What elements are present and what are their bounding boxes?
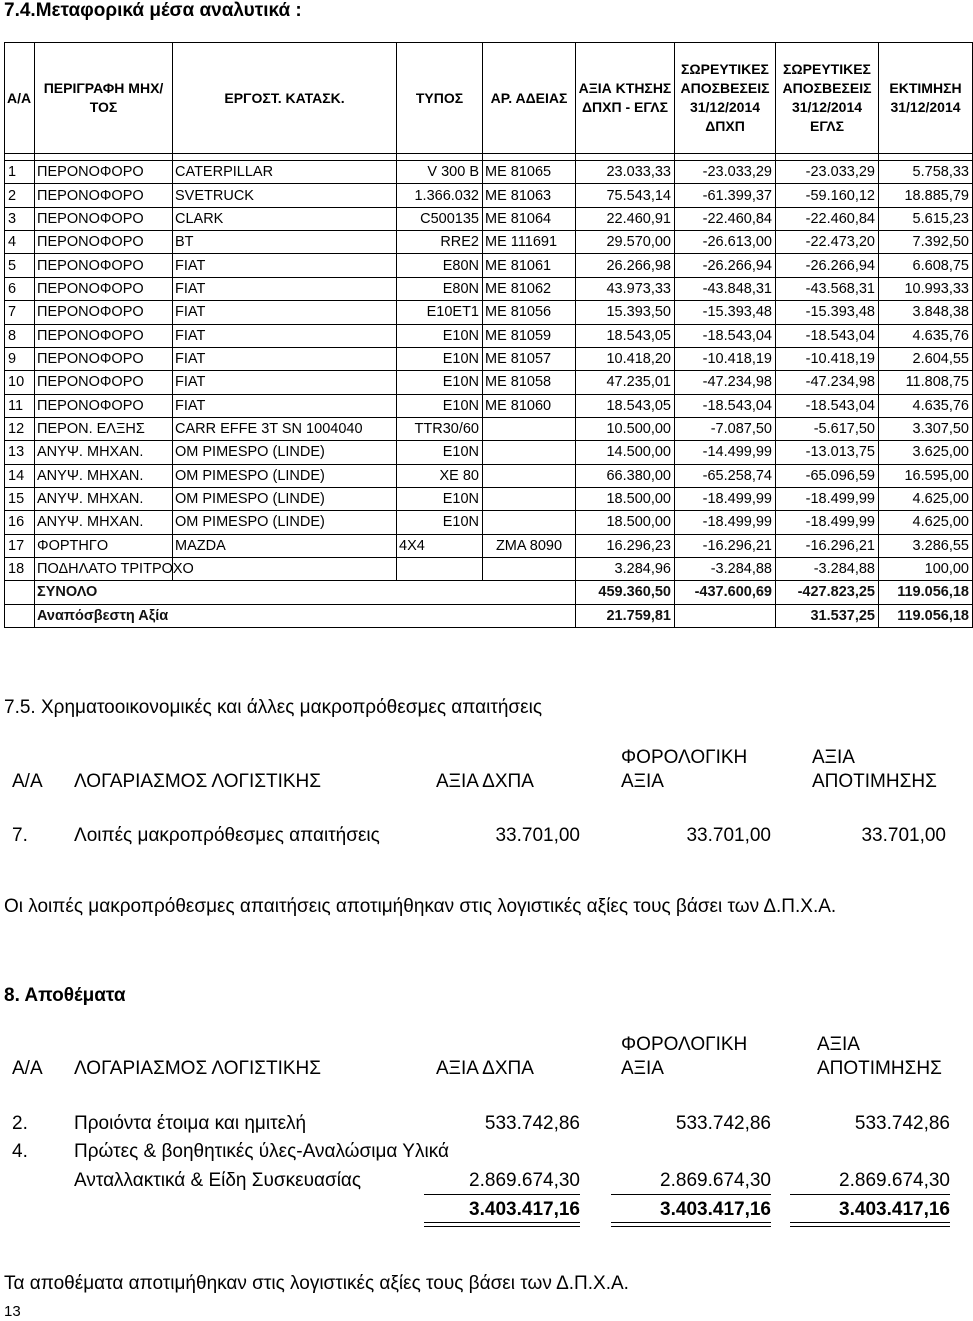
table-cell: ME 81060 bbox=[483, 394, 576, 417]
table-cell: 5.615,23 bbox=[879, 207, 973, 230]
table-cell: V 300 B bbox=[397, 161, 483, 184]
table-cell: 2.604,55 bbox=[879, 347, 973, 370]
vehicles-header-col-4: ΑΡ. ΑΔΕΙΑΣ bbox=[483, 43, 576, 154]
vehicles-header-gap bbox=[5, 154, 973, 161]
table-cell: ΠΟΔΗΛΑΤΟ ΤΡΙΤΡΟΧΟ bbox=[35, 557, 173, 580]
table-cell: ΠΕΡΟΝΟΦΟΡΟ bbox=[35, 254, 173, 277]
table-cell: ΑΝΥΨ. ΜΗΧΑΝ. bbox=[35, 487, 173, 510]
s8-header-value: ΑΞΙΑ ΔΧΠΑ bbox=[436, 1058, 534, 1079]
table-cell: 16.296,23 bbox=[576, 534, 675, 557]
table-cell: -14.499,99 bbox=[675, 441, 776, 464]
table-cell: ME 81058 bbox=[483, 371, 576, 394]
table-row bbox=[5, 161, 973, 184]
table-cell: -18.543,04 bbox=[776, 324, 879, 347]
table-cell: 5.758,33 bbox=[879, 161, 973, 184]
table-cell: 11 bbox=[5, 394, 35, 417]
s8-total-double-line-2 bbox=[611, 1222, 771, 1227]
page-number: 13 bbox=[4, 1303, 21, 1320]
table-cell: C500135 bbox=[397, 207, 483, 230]
vehicles-header-col-1: ΠΕΡΙΓΡΑΦΗ ΜΗΧ/ΤΟΣ bbox=[35, 43, 173, 154]
table-cell: -43.848,31 bbox=[675, 277, 776, 300]
table-cell: Αναπόσβεστη Αξία bbox=[35, 604, 576, 627]
table-cell: BT bbox=[173, 231, 397, 254]
table-cell: 66.380,00 bbox=[576, 464, 675, 487]
table-cell: 4.625,00 bbox=[879, 487, 973, 510]
table-cell: -43.568,31 bbox=[776, 277, 879, 300]
table-cell: ΦΟΡΤΗΓΟ bbox=[35, 534, 173, 557]
vehicles-table-body bbox=[5, 154, 973, 628]
s8-row2-value-dxpa: 533.742,86 bbox=[484, 1113, 580, 1134]
table-cell bbox=[483, 511, 576, 534]
gap-cell bbox=[776, 154, 879, 161]
section-7-5-title: 7.5. Χρηματοοικονομικές και άλλες μακροπρόθεσμες απαιτήσεις bbox=[4, 697, 542, 718]
s75-header-valuation-2: ΑΠΟΤΙΜΗΣΗΣ bbox=[812, 771, 937, 792]
table-cell: -10.418,19 bbox=[675, 347, 776, 370]
section-8-title: 8. Αποθέματα bbox=[4, 985, 126, 1006]
table-cell: -18.499,99 bbox=[675, 487, 776, 510]
table-row bbox=[5, 324, 973, 347]
s75-header-tax-2: ΑΞΙΑ bbox=[621, 771, 664, 792]
table-cell: -437.600,69 bbox=[675, 581, 776, 604]
table-cell: 14 bbox=[5, 464, 35, 487]
table-cell: FIAT bbox=[173, 301, 397, 324]
s75-row-value-valuation: 33.701,00 bbox=[861, 825, 946, 846]
s8-row2-code: 2. bbox=[12, 1113, 28, 1134]
table-cell: ΠΕΡΟΝΟΦΟΡΟ bbox=[35, 301, 173, 324]
s8-subtotal-line-3 bbox=[790, 1194, 950, 1195]
table-cell: 3.848,38 bbox=[879, 301, 973, 324]
table-cell: FIAT bbox=[173, 371, 397, 394]
table-cell bbox=[173, 557, 397, 580]
table-cell: ΠΕΡΟΝΟΦΟΡΟ bbox=[35, 184, 173, 207]
vehicles-table-header bbox=[5, 43, 973, 154]
table-cell bbox=[5, 581, 35, 604]
table-cell: -65.258,74 bbox=[675, 464, 776, 487]
table-cell: 119.056,18 bbox=[879, 581, 973, 604]
s8-row4-label-2: Ανταλλακτικά & Είδη Συσκευασίας bbox=[74, 1170, 362, 1191]
table-cell: ΠΕΡΟΝΟΦΟΡΟ bbox=[35, 207, 173, 230]
table-cell: ΠΕΡΟΝΟΦΟΡΟ bbox=[35, 231, 173, 254]
table-cell: OM PIMESPO (LINDE) bbox=[173, 487, 397, 510]
s75-row-label: Λοιπές μακροπρόθεσμες απαιτήσεις bbox=[74, 825, 380, 846]
table-cell bbox=[483, 417, 576, 440]
table-cell: 16 bbox=[5, 511, 35, 534]
table-row bbox=[5, 417, 973, 440]
gap-cell bbox=[879, 154, 973, 161]
gap-cell bbox=[173, 154, 397, 161]
s8-header-tax-1: ΦΟΡΟΛΟΓΙΚΗ bbox=[621, 1034, 748, 1055]
table-cell: 2 bbox=[5, 184, 35, 207]
s75-row-code: 7. bbox=[12, 825, 28, 846]
table-cell: ZMA 8090 bbox=[483, 534, 576, 557]
vehicles-header-col-3: ΤΥΠΟΣ bbox=[397, 43, 483, 154]
table-cell: 18 bbox=[5, 557, 35, 580]
table-cell: 22.460,91 bbox=[576, 207, 675, 230]
table-cell: ΠΕΡΟΝΟΦΟΡΟ bbox=[35, 277, 173, 300]
table-cell: 16.595,00 bbox=[879, 464, 973, 487]
table-cell: -427.823,25 bbox=[776, 581, 879, 604]
vehicles-header-col-5: ΑΞΙΑ ΚΤΗΣΗΣ ΔΠΧΠ - ΕΓΛΣ bbox=[576, 43, 675, 154]
table-cell: OM PIMESPO (LINDE) bbox=[173, 464, 397, 487]
table-cell: ΠΕΡΟΝΟΦΟΡΟ bbox=[35, 324, 173, 347]
table-cell: 14.500,00 bbox=[576, 441, 675, 464]
table-cell bbox=[483, 441, 576, 464]
table-cell: 4.635,76 bbox=[879, 324, 973, 347]
table-cell: 18.500,00 bbox=[576, 487, 675, 510]
table-cell: -47.234,98 bbox=[675, 371, 776, 394]
table-cell: 3.284,96 bbox=[576, 557, 675, 580]
table-cell: 1 bbox=[5, 161, 35, 184]
table-cell: 21.759,81 bbox=[576, 604, 675, 627]
gap-cell bbox=[5, 154, 35, 161]
table-cell: ME 81063 bbox=[483, 184, 576, 207]
table-cell: -22.460,84 bbox=[776, 207, 879, 230]
gap-cell bbox=[576, 154, 675, 161]
s8-row2-label: Προιόντα έτοιμα και ημιτελή bbox=[74, 1113, 307, 1134]
table-cell: -3.284,88 bbox=[776, 557, 879, 580]
table-cell: 100,00 bbox=[879, 557, 973, 580]
table-cell: -18.499,99 bbox=[776, 487, 879, 510]
table-cell: ME 111691 bbox=[483, 231, 576, 254]
gap-cell bbox=[397, 154, 483, 161]
table-cell bbox=[5, 604, 35, 627]
table-cell: 1.366.032 bbox=[397, 184, 483, 207]
table-cell: -18.543,04 bbox=[675, 394, 776, 417]
s8-total-value-dxpa: 3.403.417,16 bbox=[469, 1199, 580, 1220]
table-cell: E80N bbox=[397, 254, 483, 277]
table-cell: 47.235,01 bbox=[576, 371, 675, 394]
s8-subtotal-line-1 bbox=[424, 1194, 580, 1195]
table-cell: 18.543,05 bbox=[576, 324, 675, 347]
table-row bbox=[5, 534, 973, 557]
table-cell: 3.286,55 bbox=[879, 534, 973, 557]
table-cell: 4.635,76 bbox=[879, 394, 973, 417]
table-cell: CARR EFFE 3T SN 1004040 bbox=[173, 417, 397, 440]
table-cell: 10.993,33 bbox=[879, 277, 973, 300]
table-row bbox=[5, 347, 973, 370]
table-cell: 5 bbox=[5, 254, 35, 277]
s8-row2-value-tax: 533.742,86 bbox=[675, 1113, 771, 1134]
s8-row4-value-tax: 2.869.674,30 bbox=[660, 1170, 771, 1191]
table-row bbox=[5, 557, 973, 580]
table-cell: 31.537,25 bbox=[776, 604, 879, 627]
table-cell: 9 bbox=[5, 347, 35, 370]
table-cell: E10N bbox=[397, 371, 483, 394]
table-cell: 75.543,14 bbox=[576, 184, 675, 207]
s8-row4-label: Πρώτες & βοηθητικές ύλες-Αναλώσιμα Υλικά bbox=[74, 1141, 449, 1162]
table-cell: E80N bbox=[397, 277, 483, 300]
vehicles-total-row bbox=[5, 581, 973, 604]
table-cell: 4 bbox=[5, 231, 35, 254]
s75-note: Οι λοιπές μακροπρόθεσμες απαιτήσεις αποτιμήθηκαν στις λογιστικές αξίες τους βάσει των Δ.Π.Χ.Α. bbox=[4, 896, 837, 917]
table-row bbox=[5, 394, 973, 417]
table-cell: 3.307,50 bbox=[879, 417, 973, 440]
vehicles-table bbox=[4, 42, 973, 628]
table-row bbox=[5, 464, 973, 487]
section-7-4-title: 7.4.Μεταφορικά μέσα αναλυτικά : bbox=[4, 0, 302, 21]
table-row bbox=[5, 441, 973, 464]
table-cell: ΠΕΡΟΝΟΦΟΡΟ bbox=[35, 347, 173, 370]
table-cell: -18.543,04 bbox=[776, 394, 879, 417]
s8-total-double-line-3 bbox=[790, 1222, 950, 1227]
table-cell: ΠΕΡΟΝ. ΕΛΞΗΣ bbox=[35, 417, 173, 440]
table-cell: XE 80 bbox=[397, 464, 483, 487]
vehicles-header-col-8: ΕΚΤΙΜΗΣΗ 31/12/2014 bbox=[879, 43, 973, 154]
s8-header-account: ΛΟΓΑΡΙΑΣΜΟΣ ΛΟΓΙΣΤΙΚΗΣ bbox=[74, 1058, 321, 1079]
table-cell: 119.056,18 bbox=[879, 604, 973, 627]
table-cell: E10N bbox=[397, 347, 483, 370]
gap-cell bbox=[675, 154, 776, 161]
table-cell: ΠΕΡΟΝΟΦΟΡΟ bbox=[35, 394, 173, 417]
table-cell: 7.392,50 bbox=[879, 231, 973, 254]
table-cell: 23.033,33 bbox=[576, 161, 675, 184]
table-row bbox=[5, 184, 973, 207]
table-cell: TTR30/60 bbox=[397, 417, 483, 440]
table-cell: -13.013,75 bbox=[776, 441, 879, 464]
table-cell: -47.234,98 bbox=[776, 371, 879, 394]
table-cell: ME 81056 bbox=[483, 301, 576, 324]
table-cell: 13 bbox=[5, 441, 35, 464]
table-cell: -18.499,99 bbox=[675, 511, 776, 534]
table-cell: -15.393,48 bbox=[675, 301, 776, 324]
gap-cell bbox=[483, 154, 576, 161]
table-cell: ΑΝΥΨ. ΜΗΧΑΝ. bbox=[35, 511, 173, 534]
table-cell: 459.360,50 bbox=[576, 581, 675, 604]
table-cell: ME 81065 bbox=[483, 161, 576, 184]
table-cell: 17 bbox=[5, 534, 35, 557]
table-cell: -23.033,29 bbox=[776, 161, 879, 184]
vehicles-header-col-7: ΣΩΡΕΥΤΙΚΕΣ ΑΠΟΣΒΕΣΕΙΣ 31/12/2014 ΕΓΛΣ bbox=[776, 43, 879, 154]
table-cell: E10ET1 bbox=[397, 301, 483, 324]
table-cell: 4.625,00 bbox=[879, 511, 973, 534]
s8-subtotal-line-2 bbox=[611, 1194, 771, 1195]
table-cell: -22.473,20 bbox=[776, 231, 879, 254]
vehicles-header-col-0: Α/Α bbox=[5, 43, 35, 154]
table-cell: 11.808,75 bbox=[879, 371, 973, 394]
s8-total-value-tax: 3.403.417,16 bbox=[660, 1199, 771, 1220]
table-cell: CLARK bbox=[173, 207, 397, 230]
table-cell: -26.266,94 bbox=[675, 254, 776, 277]
table-cell: 29.570,00 bbox=[576, 231, 675, 254]
table-cell: 10 bbox=[5, 371, 35, 394]
table-cell: -65.096,59 bbox=[776, 464, 879, 487]
table-cell: ΑΝΥΨ. ΜΗΧΑΝ. bbox=[35, 441, 173, 464]
table-cell: -15.393,48 bbox=[776, 301, 879, 324]
s8-row4-code: 4. bbox=[12, 1141, 28, 1162]
table-cell: OM PIMESPO (LINDE) bbox=[173, 441, 397, 464]
s75-header-account: ΛΟΓΑΡΙΑΣΜΟΣ ΛΟΓΙΣΤΙΚΗΣ bbox=[74, 771, 321, 792]
table-cell: -7.087,50 bbox=[675, 417, 776, 440]
table-cell: ΑΝΥΨ. ΜΗΧΑΝ. bbox=[35, 464, 173, 487]
s75-header-tax-1: ΦΟΡΟΛΟΓΙΚΗ bbox=[621, 747, 748, 768]
s8-header-aa: Α/Α bbox=[12, 1058, 43, 1079]
table-cell: -23.033,29 bbox=[675, 161, 776, 184]
s75-header-aa: Α/Α bbox=[12, 771, 43, 792]
table-cell: -59.160,12 bbox=[776, 184, 879, 207]
s8-header-tax-2: ΑΞΙΑ bbox=[621, 1058, 664, 1079]
table-cell: FIAT bbox=[173, 254, 397, 277]
table-cell bbox=[483, 464, 576, 487]
table-cell: 18.500,00 bbox=[576, 511, 675, 534]
table-row bbox=[5, 277, 973, 300]
table-cell: ΠΕΡΟΝΟΦΟΡΟ bbox=[35, 371, 173, 394]
table-cell: 7 bbox=[5, 301, 35, 324]
table-cell: -26.266,94 bbox=[776, 254, 879, 277]
table-cell: 18.543,05 bbox=[576, 394, 675, 417]
table-cell: SVETRUCK bbox=[173, 184, 397, 207]
s8-total-double-line-1 bbox=[424, 1222, 580, 1227]
table-row bbox=[5, 207, 973, 230]
table-cell: ΣΥΝΟΛΟ bbox=[35, 581, 576, 604]
table-cell: MAZDA bbox=[173, 534, 397, 557]
table-row bbox=[5, 301, 973, 324]
table-cell: E10N bbox=[397, 511, 483, 534]
table-cell: OM PIMESPO (LINDE) bbox=[173, 511, 397, 534]
s75-row-value-dxpa: 33.701,00 bbox=[495, 825, 580, 846]
table-cell: 10.500,00 bbox=[576, 417, 675, 440]
table-cell: 10.418,20 bbox=[576, 347, 675, 370]
table-cell: E10N bbox=[397, 394, 483, 417]
s8-row4-value-valuation: 2.869.674,30 bbox=[839, 1170, 950, 1191]
table-cell: 43.973,33 bbox=[576, 277, 675, 300]
table-cell bbox=[397, 557, 483, 580]
table-cell: 26.266,98 bbox=[576, 254, 675, 277]
table-cell: FIAT bbox=[173, 394, 397, 417]
s8-total-value-valuation: 3.403.417,16 bbox=[839, 1199, 950, 1220]
table-cell: 3.625,00 bbox=[879, 441, 973, 464]
table-cell: 12 bbox=[5, 417, 35, 440]
table-cell: FIAT bbox=[173, 277, 397, 300]
table-cell: ME 81057 bbox=[483, 347, 576, 370]
table-cell: 6.608,75 bbox=[879, 254, 973, 277]
table-cell: ΠΕΡΟΝΟΦΟΡΟ bbox=[35, 161, 173, 184]
table-cell: 4X4 bbox=[397, 534, 483, 557]
table-cell: 18.885,79 bbox=[879, 184, 973, 207]
table-cell: 15 bbox=[5, 487, 35, 510]
table-cell: -3.284,88 bbox=[675, 557, 776, 580]
table-cell: ME 81064 bbox=[483, 207, 576, 230]
table-cell: 3 bbox=[5, 207, 35, 230]
table-cell: -16.296,21 bbox=[776, 534, 879, 557]
table-cell bbox=[483, 557, 576, 580]
table-cell: CATERPILLAR bbox=[173, 161, 397, 184]
table-cell: RRE2 bbox=[397, 231, 483, 254]
s8-row4-value-dxpa: 2.869.674,30 bbox=[469, 1170, 580, 1191]
gap-cell bbox=[35, 154, 173, 161]
table-cell: E10N bbox=[397, 324, 483, 347]
table-cell: FIAT bbox=[173, 347, 397, 370]
table-cell: -26.613,00 bbox=[675, 231, 776, 254]
s75-header-value: ΑΞΙΑ ΔΧΠΑ bbox=[436, 771, 534, 792]
vehicles-header-col-6: ΣΩΡΕΥΤΙΚΕΣ ΑΠΟΣΒΕΣΕΙΣ 31/12/2014 ΔΠΧΠ bbox=[675, 43, 776, 154]
table-row bbox=[5, 231, 973, 254]
table-row bbox=[5, 487, 973, 510]
table-cell: 8 bbox=[5, 324, 35, 347]
s8-header-valuation-2: ΑΠΟΤΙΜΗΣΗΣ bbox=[817, 1058, 942, 1079]
s75-row-value-tax: 33.701,00 bbox=[686, 825, 771, 846]
table-cell bbox=[483, 487, 576, 510]
s8-note: Τα αποθέματα αποτιμήθηκαν στις λογιστικές αξίες τους βάσει των Δ.Π.Χ.Α. bbox=[4, 1273, 629, 1294]
table-cell: E10N bbox=[397, 487, 483, 510]
table-row bbox=[5, 254, 973, 277]
table-cell: FIAT bbox=[173, 324, 397, 347]
table-cell: -10.418,19 bbox=[776, 347, 879, 370]
s75-header-valuation-1: ΑΞΙΑ bbox=[812, 747, 855, 768]
table-cell: 15.393,50 bbox=[576, 301, 675, 324]
table-cell: -16.296,21 bbox=[675, 534, 776, 557]
s8-header-valuation-1: ΑΞΙΑ bbox=[817, 1034, 860, 1055]
table-cell: -22.460,84 bbox=[675, 207, 776, 230]
table-cell: -18.543,04 bbox=[675, 324, 776, 347]
s8-row2-value-valuation: 533.742,86 bbox=[854, 1113, 950, 1134]
vehicles-header-col-2: ΕΡΓΟΣΤ. ΚΑΤΑΣΚ. bbox=[173, 43, 397, 154]
table-cell: -18.499,99 bbox=[776, 511, 879, 534]
table-cell: -5.617,50 bbox=[776, 417, 879, 440]
table-cell: ME 81061 bbox=[483, 254, 576, 277]
table-cell: ME 81059 bbox=[483, 324, 576, 347]
table-cell: ME 81062 bbox=[483, 277, 576, 300]
table-row bbox=[5, 371, 973, 394]
table-cell: -61.399,37 bbox=[675, 184, 776, 207]
table-row bbox=[5, 511, 973, 534]
table-cell: E10N bbox=[397, 441, 483, 464]
table-cell: 6 bbox=[5, 277, 35, 300]
table-cell bbox=[675, 604, 776, 627]
vehicles-undepreciated-row bbox=[5, 604, 973, 627]
